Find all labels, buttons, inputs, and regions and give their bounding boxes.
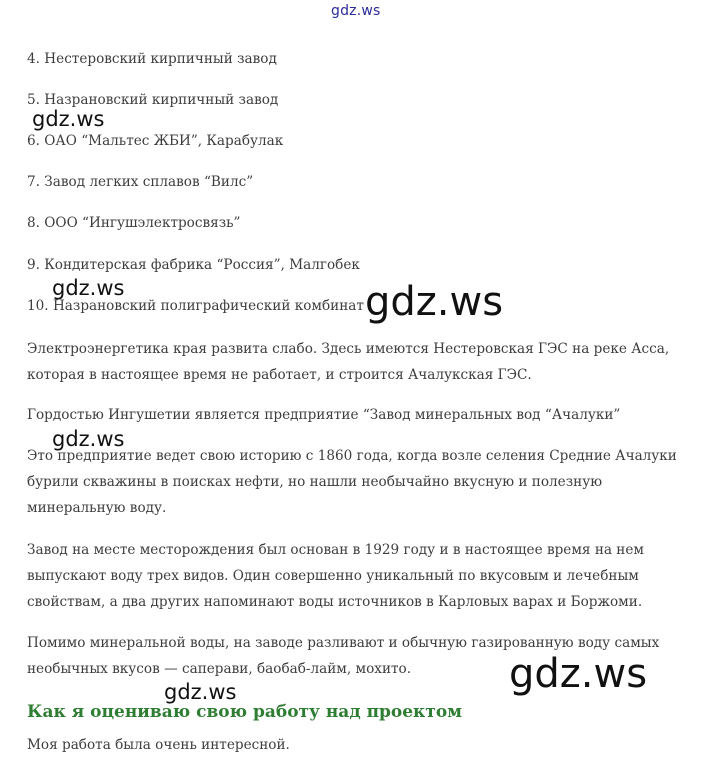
list-item: 8. ООО “Ингушэлектросвязь” — [27, 215, 241, 231]
paragraph-line: выпускают воду трех видов. Один совершенно уникальный по вкусовым и лечебным — [27, 568, 639, 584]
paragraph-line: бурили скважины в поисках нефти, но нашли необычайно вкусную и полезную — [27, 474, 603, 490]
watermark: gdz.ws — [164, 680, 237, 704]
list-item: 5. Назрановский кирпичный завод — [27, 92, 279, 108]
paragraph-line: минеральную воду. — [27, 500, 167, 516]
list-item: 6. ОАО “Мальтес ЖБИ”, Карабулак — [27, 133, 284, 149]
list-item: 7. Завод легких сплавов “Вилс” — [27, 174, 254, 190]
paragraph-line: Электроэнергетика края развита слабо. Здесь имеются Нестеровская ГЭС на реке Асса, — [27, 341, 670, 357]
list-item: 4. Нестеровский кирпичный завод — [27, 51, 277, 67]
site-watermark-header: gdz.ws — [331, 3, 381, 19]
section-heading: Как я оцениваю свою работу над проектом — [27, 702, 462, 722]
watermark: gdz.ws — [32, 107, 105, 131]
watermark: gdz.ws — [365, 279, 504, 325]
paragraph-line: Гордостью Ингушетии является предприятие “Завод минеральных вод “Ачалуки” — [27, 407, 621, 423]
list-item: 9. Кондитерская фабрика “Россия”, Малгобек — [27, 257, 360, 273]
paragraph-line: свойствам, а два других напоминают воды источников в Карловых варах и Боржоми. — [27, 594, 643, 610]
list-item: 10. Назрановский полиграфический комбинат — [27, 298, 364, 314]
paragraph-line: Это предприятие ведет свою историю с 1860 года, когда возле селения Средние Ачалуки — [27, 448, 677, 464]
watermark: gdz.ws — [52, 427, 125, 451]
paragraph-line: Завод на месте месторождения был основан в 1929 году и в настоящее время на нем — [27, 542, 644, 558]
paragraph-line: Помимо минеральной воды, на заводе разливают и обычную газированную воду самых — [27, 635, 660, 651]
watermark: gdz.ws — [509, 651, 648, 697]
paragraph-line: которая в настоящее время не работает, и строится Ачалукская ГЭС. — [27, 367, 532, 383]
section-text: Моя работа была очень интересной. — [27, 737, 290, 753]
paragraph-line: необычных вкусов — саперави, баобаб-лайм, мохито. — [27, 661, 412, 677]
watermark: gdz.ws — [52, 276, 125, 300]
